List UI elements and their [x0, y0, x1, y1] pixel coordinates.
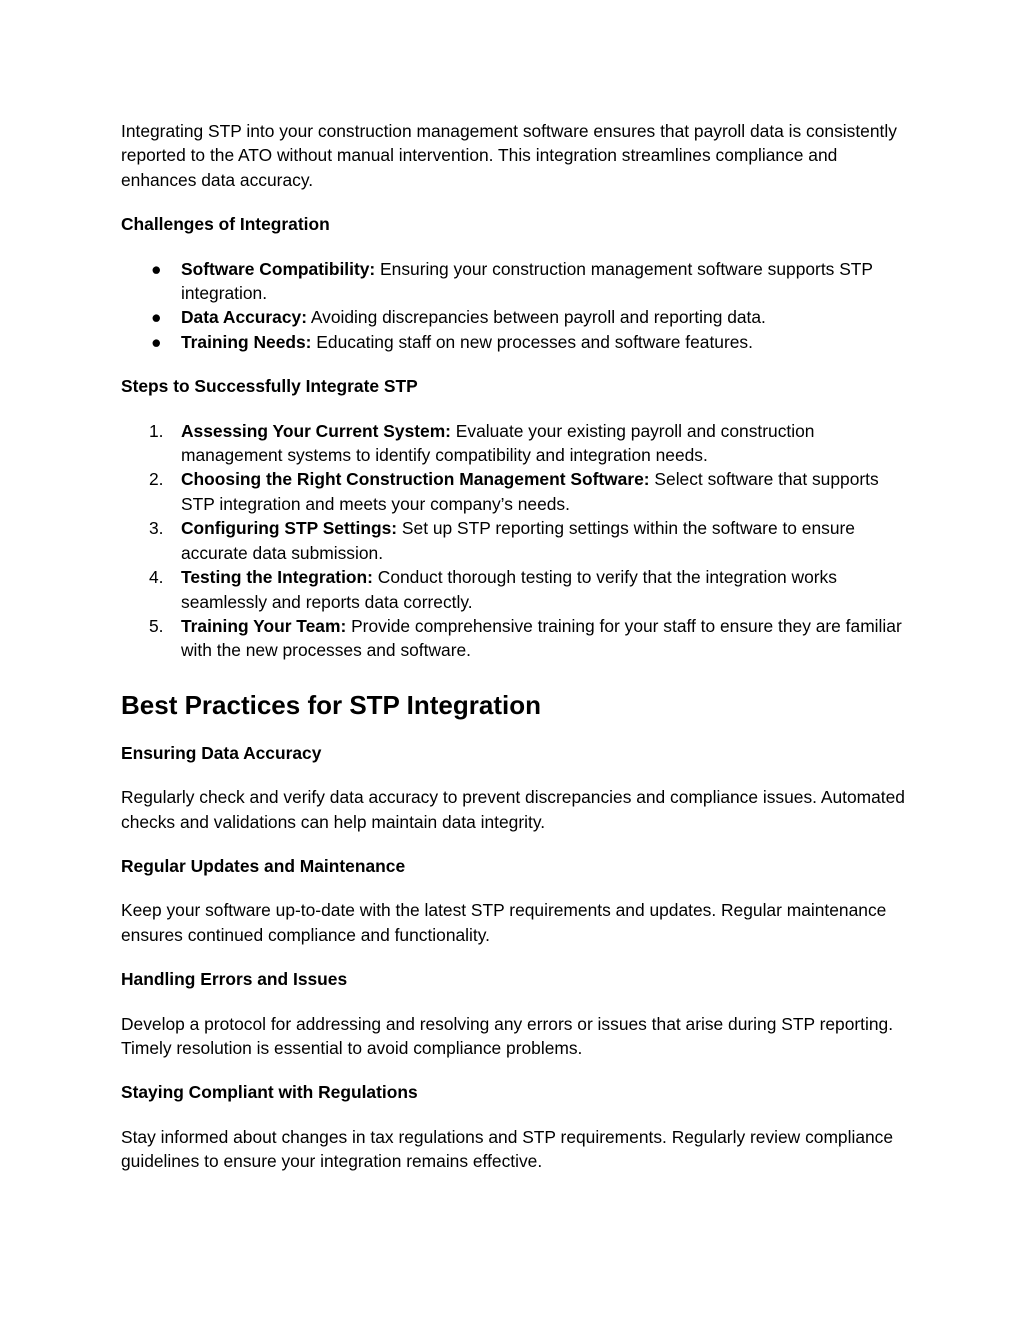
section-heading-data-accuracy: Ensuring Data Accuracy [121, 742, 322, 763]
item-text: Ensuring your construction management software supports STP integration. [181, 258, 873, 304]
list-item [121, 257, 906, 306]
item-text: Set up STP reporting settings within the software to ensure accurate data submission. [181, 518, 855, 563]
item-lead: Data Accuracy: [181, 307, 307, 328]
item-lead: Software Compatibility: [181, 258, 376, 279]
item-text: Conduct thorough testing to verify that the integration works seamlessly and reports data correctly. [181, 567, 837, 612]
step-number: 4. [149, 567, 164, 588]
item-lead: Training Your Team: [181, 615, 347, 636]
section-heading-updates: Regular Updates and Maintenance [121, 855, 406, 876]
item-lead: Choosing the Right Construction Management Software: [181, 469, 650, 490]
section-body-data-accuracy: Regularly check and verify data accuracy to prevent discrepancies and compliance issues. Automated checks and validations can help maintain data integrity. [121, 787, 905, 832]
section-body-compliance: Stay informed about changes in tax regulations and STP requirements. Regularly review compliance guidelines to ensure your integration remains effective. [121, 1126, 894, 1172]
item-text: Avoiding discrepancies between payroll and reporting data. [306, 307, 766, 328]
item-text: Select software that supports STP integration and meets your company’s needs. [181, 469, 879, 514]
list-item [121, 467, 906, 516]
item-lead: Training Needs: [181, 331, 312, 352]
list-item [121, 614, 906, 663]
challenges-heading: Challenges of Integration [121, 214, 330, 235]
list-item [121, 305, 906, 329]
section-heading-errors: Handling Errors and Issues [121, 969, 348, 990]
list-item [121, 565, 906, 614]
item-lead: Testing the Integration: [181, 567, 373, 588]
challenges-list [121, 257, 906, 355]
item-lead: Configuring STP Settings: [181, 518, 398, 539]
list-item [121, 330, 906, 354]
step-number: 1. [149, 420, 164, 441]
intro-paragraph: Integrating STP into your construction management software ensures that payroll data is consistently reported to the ATO without manual intervention. This integration streamlines compliance and enhances data accuracy. [121, 121, 897, 190]
item-text: Evaluate your existing payroll and construction management systems to identify compatibility and integration needs. [181, 420, 815, 466]
steps-heading: Steps to Successfully Integrate STP [121, 376, 418, 397]
item-text: Educating staff on new processes and software features. [311, 331, 753, 352]
item-text: Provide comprehensive training for your staff to ensure they are familiar with the new processes and software. [181, 615, 902, 661]
section-body-errors: Develop a protocol for addressing and resolving any errors or issues that arise during STP reporting. Timely resolution is essential to avoid compliance problems. [121, 1013, 894, 1058]
step-number: 3. [149, 518, 164, 539]
step-number: 5. [149, 615, 164, 636]
section-heading-compliance: Staying Compliant with Regulations [121, 1082, 418, 1103]
bullet-icon: ● [151, 331, 162, 352]
bullet-icon: ● [151, 258, 162, 279]
item-lead: Assessing Your Current System: [181, 420, 451, 441]
best-practices-heading: Best Practices for STP Integration [121, 689, 541, 720]
bullet-icon: ● [151, 307, 162, 328]
steps-list [121, 419, 906, 663]
list-item [121, 419, 906, 468]
step-number: 2. [149, 469, 164, 490]
section-body-updates: Keep your software up-to-date with the latest STP requirements and updates. Regular maintenance ensures continued compliance and functionality. [121, 900, 887, 945]
document-page [121, 119, 906, 1194]
list-item [121, 516, 906, 565]
